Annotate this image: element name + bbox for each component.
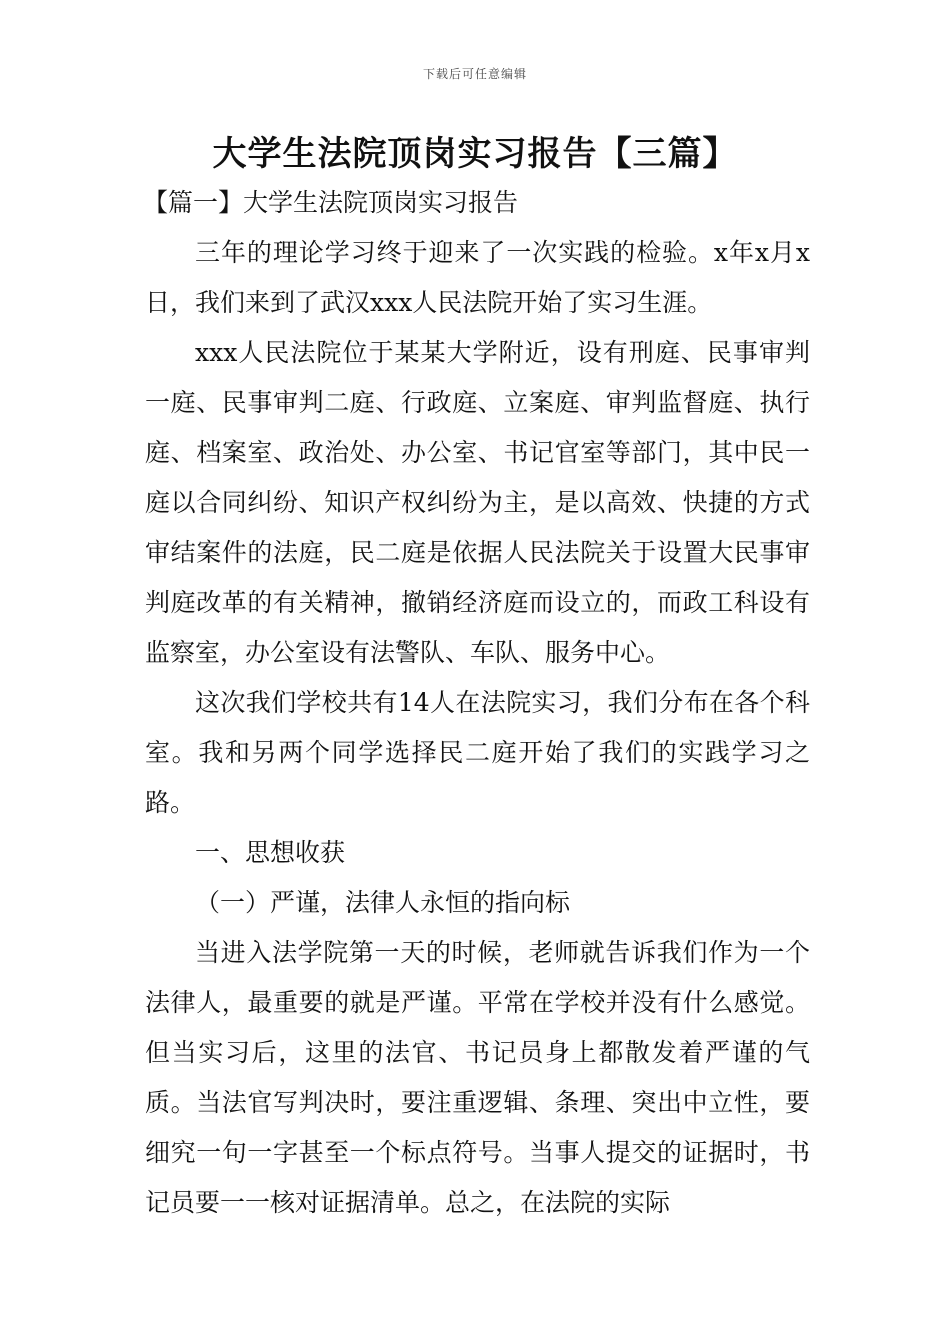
page-header-note: 下载后可任意编辑 (422, 67, 527, 81)
document-body (145, 178, 810, 1228)
paragraph: 当进入法学院第一天的时候，老师就告诉我们作为一个法律人，最重要的就是严谨。平常在学校并没有什么感觉。但当实习后，这里的法官、书记员身上都散发着严谨的气质。当法官写判决时，要注重逻辑、条理、突出中立性，要细究一句一字甚至一个标点符号。当事人提交的证据时，书记员要一一核对证据清单。总之，在法院的实际 (145, 938, 810, 1217)
paragraph: 这次我们学校共有14人在法院实习，我们分布在各个科室。我和另两个同学选择民二庭开始了我们的实践学习之路。 (145, 688, 810, 817)
paragraph: xxx人民法院位于某某大学附近，设有刑庭、民事审判一庭、民事审判二庭、行政庭、立案庭、审判监督庭、执行庭、档案室、政治处、办公室、书记官室等部门，其中民一庭以合同纠纷、知识产权纠纷为主，是以高效、快捷的方式审结案件的法庭，民二庭是依据人民法院关于设置大民事审判庭改革的有关精神，撤销经济庭而设立的，而政工科设有监察室，办公室设有法警队、车队、服务中心。 (145, 338, 810, 667)
section-heading: 【篇一】大学生法院顶岗实习报告 (143, 188, 519, 217)
document-title: 大学生法院顶岗实习报告【三篇】 (212, 134, 738, 174)
paragraph: 三年的理论学习终于迎来了一次实践的检验。x年x月x日，我们来到了武汉xxx人民法院开始了实习生涯。 (145, 238, 810, 317)
subheading: （一）严谨，法律人永恒的指向标 (195, 888, 571, 917)
subheading: 一、思想收获 (195, 838, 346, 867)
